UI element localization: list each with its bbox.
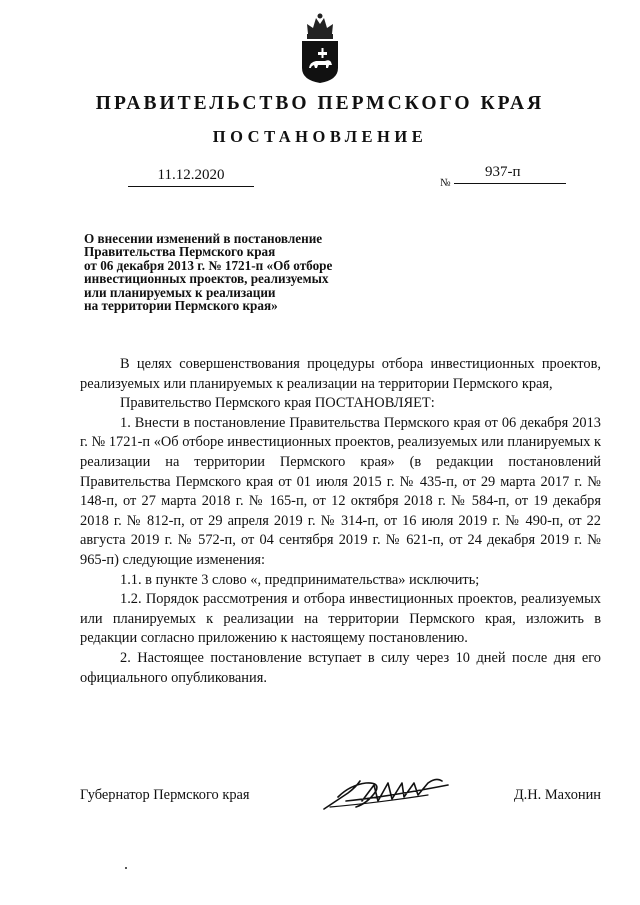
subject-line: от 06 декабря 2013 г. № 1721-п «Об отборе (84, 257, 333, 273)
subject-line: инвестиционных проектов, реализуемых (84, 271, 329, 287)
signatory-title: Губернатор Пермского края (80, 787, 250, 803)
coat-of-arms-icon (298, 12, 342, 84)
subject-line: Правительства Пермского края (84, 244, 276, 260)
handwritten-signature (316, 771, 466, 817)
subject-line: на территории Пермского края» (84, 298, 278, 314)
signatory-name: Д.Н. Махонин (513, 787, 601, 803)
date-underline (128, 186, 254, 187)
document-number: 937-п (485, 164, 521, 180)
number-field (440, 163, 566, 193)
scan-dot (125, 867, 127, 869)
government-title: ПРАВИТЕЛЬСТВО ПЕРМСКОГО КРАЯ (95, 93, 545, 114)
paragraph-item-1: 1. Внести в постановление Правительства Пермского края от 06 декабря 2013 г. № 1721-п «Об отборе инвестиционных проектов, реализуемых или планируемых к реализации на территории Пермского края» (в редакции постановлений Правительства Пермского края от 01 июля 2015 г. № 435-п, от 29 марта 2017 г. № 148-п, от 27 марта 2018 г. № 165-п, от 12 октября 2018 г. № 584-п, от 19 декабря 2018 г. № 812-п, от 29 апреля 2019 г. № 314-п, от 16 июля 2019 г. № 490-п, от 22 августа 2019 г. № 572-п, от 04 сентября 2019 г. № 621-п, от 24 декабря 2019 г. № 965-п) следующие изменения: (80, 414, 601, 568)
document-type: ПОСТАНОВЛЕНИЕ (212, 127, 428, 146)
paragraph-item-1-2: 1.2. Порядок рассмотрения и отбора инвестиционных проектов, реализуемых или планируемых к реализации на территории Пермского края, изложить в редакции согласно приложению к настоящему постановлению. (80, 591, 601, 647)
document-subject (84, 232, 384, 312)
signature-block (80, 783, 601, 823)
document-body (80, 355, 601, 688)
paragraph-resolves: Правительство Пермского края ПОСТАНОВЛЯЕТ: (120, 395, 435, 412)
date-field (128, 166, 254, 187)
paragraph-item-2: 2. Настоящее постановление вступает в силу через 10 дней после дня его официального опубликования. (80, 649, 601, 686)
subject-line: или планируемых к реализации (84, 284, 276, 300)
paragraph-item-1-1: 1.1. в пункте 3 слово «, предпринимательства» исключить; (120, 571, 480, 588)
document-date: 11.12.2020 (157, 167, 225, 183)
subject-line: О внесении изменений в постановление (84, 231, 323, 246)
number-underline (454, 183, 566, 184)
number-sign: № (440, 177, 451, 189)
paragraph-preamble: В целях совершенствования процедуры отбора инвестиционных проектов, реализуемых или планируемых к реализации на территории Пермского края, (80, 356, 601, 392)
